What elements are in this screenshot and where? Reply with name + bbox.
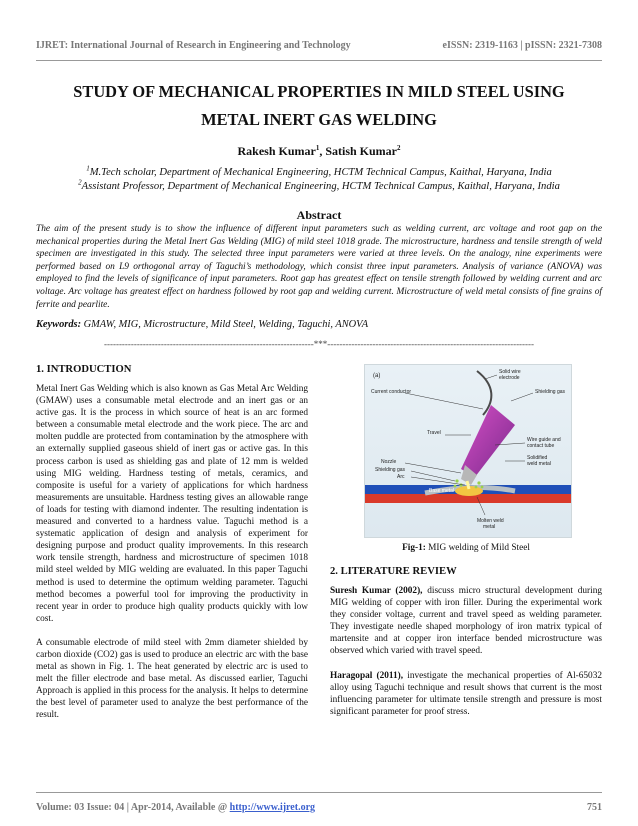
label-solidified: Solidified (527, 455, 548, 461)
review-p2-text: investigate the mechanical properties of Al-65032 alloy using Taguchi technique and result shows that current is the most influencing parameter for ultimate tensile strength and pressure is most significant parameter for proof stress. (330, 670, 602, 717)
label-solid-wire: Solid wire (499, 369, 521, 375)
keywords-label: Keywords: (36, 319, 82, 330)
intro-paragraph-1: Metal Inert Gas Welding which is also known as Gas Metal Arc Welding (GMAW) uses a consumable metal electrode and an inert gas or an active gas. It is the process in which source of heat is an arc formed between a consumable metal electrode and the work piece. The arc and molten puddle are protected from contamination by the atmosphere with an externally supplied gaseous shield of inert gas or active gas. In this process carbon is used as shielding gas and plate of 12 mm is welded using MIG welding. Hardness testing of metals, ceramics, and composite is useful for a variety of applications for which hardness measurements are unsuitable. Hardness testing gives an allowable range of loads for testing with diamond indenter. The resulting indentation is measured and converted to a hardness value. Taguchi method is a systematic application of design and analysis of experiment for designing purpose and product quality improvements. In this research work tensile strength, hardness and microstructure of specimen 1018 mild steel welded by MIG welding are evaluated. In this paper Taguchi method is used to determine the optimum welding parameter. Taguchi method becomes a powerful tool for improving the productivity in recent year in order to produce high quality products quickly with low cost. (36, 384, 308, 624)
welding-arc (467, 481, 469, 489)
section-separator: ----------------------------------------------------------------------***--------------------------------------------------------------------- (103, 339, 535, 349)
author-2-marker: 2 (397, 144, 401, 152)
footer-url-link[interactable]: http://www.ijret.org (229, 802, 316, 813)
label-base-metal: Base metal (429, 488, 455, 494)
footer-rule (36, 792, 602, 793)
intro-paragraph-2: A consumable electrode of mild steel with 2mm diameter shielded by carbon dioxide (CO2) gas is used to produce an electric arc with the base metal as shown in Fig. 1. The heat generated by electric arc is used to melt the filler electrode and base metal. As discussed earlier, Taguchi Approach is applied in this process for the analysis. It helps to determine the best level of parameter used to analyze the best performance of the result. (36, 637, 308, 721)
label-arc: Arc (397, 474, 405, 480)
label-shielding-gas-right: Shielding gas (535, 389, 566, 395)
running-footer (36, 802, 602, 813)
intro-heading: 1. INTRODUCTION (36, 364, 132, 375)
paper-title (36, 78, 602, 134)
label-weld-metal: weld metal (527, 461, 551, 467)
label-molten-weld: Molten weld (477, 518, 504, 524)
review-paragraph-1 (330, 585, 602, 658)
affiliation-2 (36, 180, 602, 194)
affiliation-1-marker: 1 (86, 164, 90, 173)
figure-caption-label: Fig-1: (402, 543, 426, 553)
footer-volume: Volume: 03 Issue: 04 | Apr-2014, Available @ (36, 802, 230, 813)
author-1-marker: 1 (315, 144, 320, 152)
review-p2-lead: Haragopal (2011), (330, 670, 404, 681)
title-line-1: STUDY OF MECHANICAL PROPERTIES IN MILD STEEL USING (73, 82, 565, 101)
literature-review-heading: 2. LITERATURE REVIEW (330, 566, 457, 577)
figure-caption (330, 543, 602, 553)
label-current-conductor: Current conductor (371, 389, 412, 395)
affiliation-2-marker: 2 (78, 178, 82, 187)
author-2: Satish Kumar (325, 144, 398, 158)
label-travel: Travel (427, 430, 441, 436)
label-metal: metal (483, 524, 496, 530)
author-separator: , (319, 144, 326, 158)
header-rule (36, 60, 602, 61)
title-line-2: METAL INERT GAS WELDING (201, 110, 437, 129)
review-paragraph-2 (330, 670, 602, 718)
page-number: 751 (587, 802, 602, 813)
review-p1-lead: Suresh Kumar (2002), (330, 586, 423, 596)
right-column-section-2 (330, 566, 602, 718)
keywords-text: GMAW, MIG, Microstructure, Mild Steel, Welding, Taguchi, ANOVA (81, 319, 369, 330)
author-list (36, 144, 602, 159)
author-1: Rakesh Kumar (237, 144, 316, 158)
abstract-text: The aim of the present study is to show the influence of different input parameters such as welding current, arc voltage and root gap on the mechanical properties during the Metal Inert Gas Welding (MIG) of mild steel 1018 grade. The microstructure, hardness and tensile strength of weld specimen are investigated in this study. The selected three input parameters were varied at three levels. On the analogy, nine experiments were performed based on L9 orthogonal array of Taguchi’s methodology, which consist three input parameters. Analysis of variance (ANOVA) was employed to find the levels of significance of input parameters. Root gap has greatest effect on tensile strength followed by welding current and arc voltage. Arc voltage has greatest effect on hardness followed by root gap and welding current. Microstructure of weld metal consists of fine grains of ferrite and pearlite. (36, 224, 602, 310)
label-nozzle: Nozzle (381, 459, 397, 465)
mig-welding-diagram (365, 365, 571, 537)
issn-text: eISSN: 2319-1163 | pISSN: 2321-7308 (442, 40, 602, 51)
figure-caption-text: MIG welding of Mild Steel (425, 543, 530, 553)
affiliation-2-text: Assistant Professor, Department of Mechanical Engineering, HCTM Technical Campus, Kaithal, Haryana, India (81, 181, 560, 192)
affiliation-1 (36, 166, 602, 180)
label-contact-tube: contact tube (527, 443, 555, 449)
label-wire-guide: Wire guide and (527, 437, 561, 443)
review-p1-text: discuss micro structural development during MIG welding of copper with iron filler. During the experimental work they consider voltage, current and travel speed as welding parameter. They investigate needle shaped morphology of iron matrix typical of martensite and at copper iron interface bended microstructure was observed which varied with travel speed. (330, 586, 602, 657)
label-shielding-gas-left: Shielding gas (375, 467, 406, 473)
mig-welding-figure (364, 364, 572, 538)
abstract-heading: Abstract (296, 208, 342, 222)
keywords (36, 319, 602, 330)
figure-panel-label: (a) (373, 373, 381, 379)
journal-name: IJRET: International Journal of Research in Engineering and Technology (36, 40, 351, 51)
affiliations (36, 166, 602, 194)
left-column (36, 364, 308, 722)
label-electrode: electrode (499, 375, 520, 381)
affiliation-1-text: M.Tech scholar, Department of Mechanical Engineering, HCTM Technical Campus, Kaithal, Haryana, India (89, 167, 552, 178)
